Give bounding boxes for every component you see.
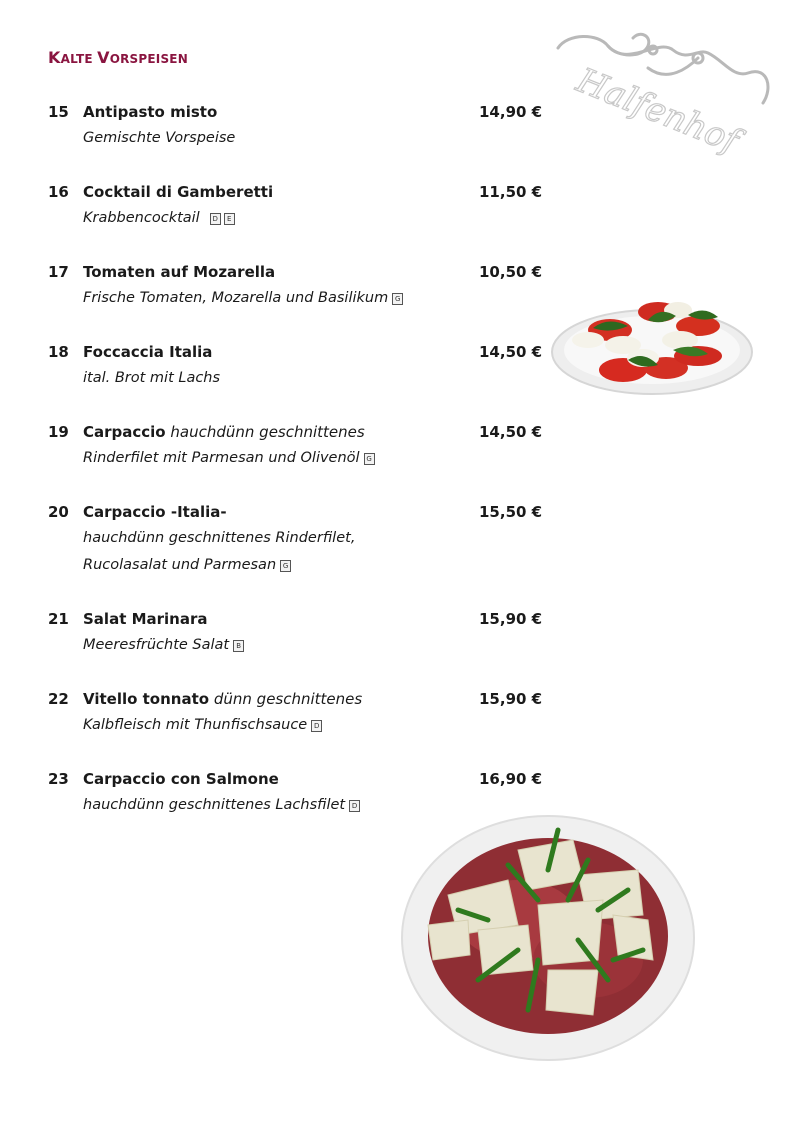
allergen-badge: D [349, 800, 360, 812]
allergen-badge: D [311, 720, 322, 732]
item-name: Carpaccio -Italia- [83, 503, 227, 521]
section-title: KALTE VORSPEISEN [48, 48, 188, 67]
item-number: 18 [48, 343, 69, 361]
item-name-line [83, 423, 365, 441]
item-name-line [83, 610, 208, 628]
item-name-extra: dünn geschnittenes [213, 690, 363, 708]
item-description [83, 450, 375, 466]
allergen-badge: G [364, 453, 375, 465]
item-price: 15,90 € [479, 690, 543, 708]
item-description [83, 370, 220, 386]
item-name-line [83, 770, 279, 788]
item-name-line [83, 343, 212, 361]
item-number: 23 [48, 770, 69, 788]
item-number: 22 [48, 690, 69, 708]
caprese-plate-image [548, 290, 756, 400]
item-name-line [83, 690, 362, 708]
allergen-badge: E [224, 213, 235, 225]
item-price: 14,50 € [479, 423, 543, 441]
item-description-text: Meeresfrüchte Salat [83, 637, 230, 653]
item-name: Foccaccia Italia [83, 343, 213, 361]
item-description-text: hauchdünn geschnittenes Rinderfilet, [83, 530, 356, 546]
item-description [83, 797, 360, 813]
item-price: 15,90 € [479, 610, 543, 628]
item-price: 16,90 € [479, 770, 543, 788]
item-name-line [83, 103, 217, 121]
item-price: 15,50 € [479, 503, 543, 521]
item-number: 15 [48, 103, 69, 121]
item-price: 14,90 € [479, 103, 543, 121]
item-description-text: ital. Brot mit Lachs [83, 370, 221, 386]
item-number: 20 [48, 503, 69, 521]
item-description-text: Kalbfleisch mit Thunfischsauce [83, 717, 308, 733]
allergen-badge: G [392, 293, 403, 305]
item-name: Vitello tonnato [83, 690, 210, 708]
allergen-badge: G [280, 560, 291, 572]
item-name-line [83, 503, 227, 521]
allergen-badge: B [233, 640, 244, 652]
item-number: 21 [48, 610, 69, 628]
halfenhof-logo [548, 28, 778, 188]
item-description-text: Rinderfilet mit Parmesan und Olivenöl [83, 450, 360, 466]
item-name-line [83, 183, 273, 201]
item-name: Carpaccio [83, 423, 166, 441]
item-description-text: Krabbencocktail [83, 210, 200, 226]
item-number: 17 [48, 263, 69, 281]
item-description [83, 290, 403, 306]
item-name: Cocktail di Gamberetti [83, 183, 274, 201]
item-description [83, 210, 235, 226]
allergen-badge: D [210, 213, 221, 225]
item-price: 10,50 € [479, 263, 543, 281]
item-price: 11,50 € [479, 183, 543, 201]
item-number: 19 [48, 423, 69, 441]
item-name-line [83, 263, 275, 281]
item-description-text: Gemischte Vorspeise [83, 130, 236, 146]
carpaccio-plate-image [398, 810, 698, 1065]
item-description [83, 130, 235, 146]
item-description-text: Rucolasalat und Parmesan [83, 557, 277, 573]
item-price: 14,50 € [479, 343, 543, 361]
item-name: Carpaccio con Salmone [83, 770, 279, 788]
logo-text: Halfenhof [571, 60, 745, 162]
item-description [83, 637, 244, 653]
item-name: Salat Marinara [83, 610, 208, 628]
item-name: Tomaten auf Mozarella [83, 263, 276, 281]
item-number: 16 [48, 183, 69, 201]
item-name: Antipasto misto [83, 103, 218, 121]
item-description [83, 530, 355, 546]
item-description-text: Frische Tomaten, Mozarella und Basilikum [83, 290, 389, 306]
item-description-text: hauchdünn geschnittenes Lachsfilet [83, 797, 346, 813]
item-description [83, 557, 291, 573]
item-name-extra: hauchdünn geschnittenes [170, 423, 365, 441]
item-description [83, 717, 322, 733]
